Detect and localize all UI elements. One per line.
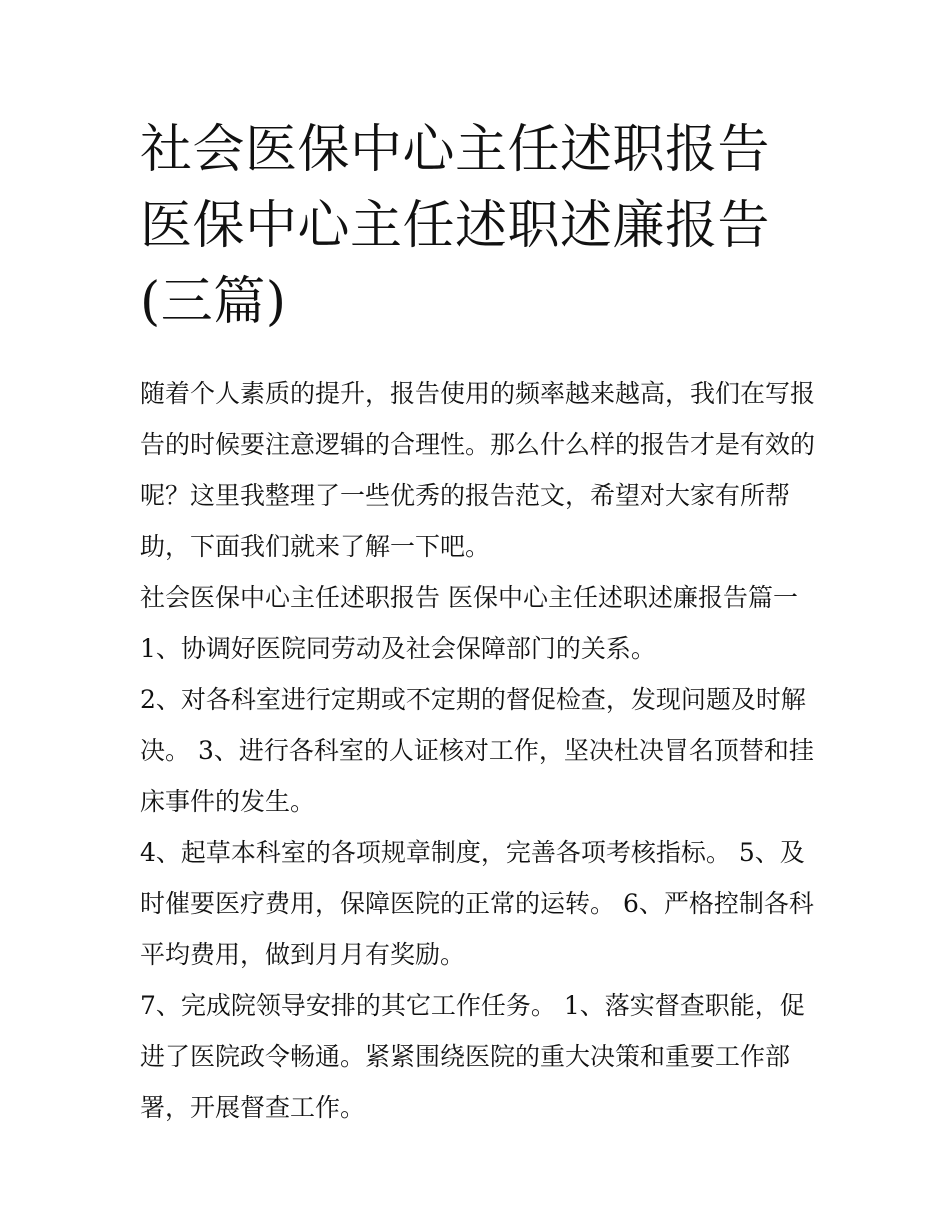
intro-paragraph: 随着个人素质的提升，报告使用的频率越来越高，我们在写报告的时候要注意逻辑的合理性。那么什么样的报告才是有效的呢？这里我整理了一些优秀的报告范文，希望对大家有所帮助，下面我们就来了解一下吧。 xyxy=(140,379,816,561)
document-body xyxy=(140,368,820,1133)
list-item: 1、协调好医院同劳动及社会保障部门的关系。 xyxy=(140,634,656,663)
document-page xyxy=(140,112,820,1133)
list-item: 4、起草本科室的各项规章制度，完善各项考核指标。 5、及时催要医疗费用，保障医院的正常的运转。 6、严格控制各科平均费用，做到月月有奖励。 xyxy=(140,838,814,969)
list-item: 7、完成院领导安排的其它工作任务。 1、落实督查职能，促进了医院政令畅通。紧紧围绕医院的重大决策和重要工作部署，开展督查工作。 xyxy=(140,991,805,1122)
list-item: 2、对各科室进行定期或不定期的督促检查，发现问题及时解决。 3、进行各科室的人证核对工作，坚决杜决冒名顶替和挂床事件的发生。 xyxy=(140,685,814,816)
document-title: 社会医保中心主任述职报告 医保中心主任述职述廉报告(三篇) xyxy=(140,120,771,332)
section-heading: 社会医保中心主任述职报告 医保中心主任述职述廉报告篇一 xyxy=(140,583,798,612)
